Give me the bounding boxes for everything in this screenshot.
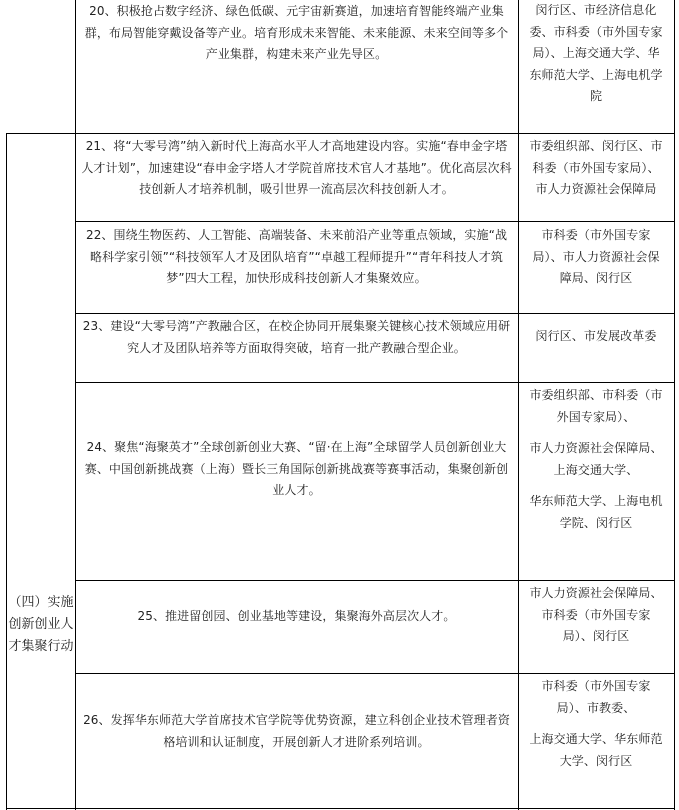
unit-gap [522,719,670,729]
table-right-border [674,0,675,810]
unit-line: 东师范大学、上海电机学 [529,67,663,82]
unit-line: 局）、市人力资源社会保 [532,249,660,264]
unit-line: 市委组织部、闵行区、市 [529,139,663,153]
item-text-25: 25、推进留创园、创业基地等建设，集聚海外高层次人才。 [137,609,456,623]
responsible-units-22 [522,225,670,311]
unit-line: 委、市科委（市外国专家 [529,24,663,39]
unit-line: 闵行区、市经济信息化 [535,3,657,17]
unit-gap [522,481,670,491]
responsible-units-24 [522,385,670,579]
category-label: （四）实施创新创业人才集聚行动 [8,595,74,654]
unit-line: 上海交通大学、华东师范 [529,732,663,746]
responsible-units-23 [522,326,670,366]
responsible-units-20 [522,0,670,130]
item-text-23: 23、建设“大零号湾”产教融合区，在校企协同开展集聚关键核心技术领域应用研究人才及团队培养等方面取得突破，培育一批产教融合型企业。 [82,319,511,355]
unit-line: 障局、闵行区 [559,271,633,285]
unit-line: 市科委（市外国专家 [541,228,651,242]
responsible-units-25 [522,583,670,671]
unit-gap [522,428,670,438]
unit-line: 华东师范大学、上海电机 [529,494,663,508]
units-column-divider [518,0,519,810]
unit-line: 市人力资源社会保障局 [535,182,657,196]
unit-line: 外国专家局）、 [556,409,636,424]
unit-line: 市委组织部、市科委（市 [529,388,663,402]
item-text-20: 20、积极抢占数字经济、绿色低碳、元宇宙新赛道，加速培育智能终端产业集群，布局智能穿戴设备等产业。培育形成未来智能、未来能源、未来空间等多个产业集群，构建未来产业先导区。 [84,4,509,61]
responsible-units-26 [522,676,670,806]
unit-line: 市科委（市外国专家 [541,607,651,622]
unit-line: 科委（市外国专家局）、 [532,160,660,175]
unit-line: 大学、闵行区 [559,753,633,768]
unit-line: 院 [589,89,603,103]
item-text-26: 26、发挥华东师范大学首席技术官学院等优势资源，建立科创企业技术管理者资格培训和认证制度，开展创新人才进阶系列培训。 [83,713,510,749]
item-text-24: 24、聚焦“海聚英才”全球创新创业大赛、“留·在上海”全球留学人员创新创业大赛、中国创新挑战赛（上海）暨长三角国际创新挑战赛等赛事活动，集聚创新创业人才。 [84,440,509,497]
category-column-divider [75,0,76,810]
item-text-22: 22、围绕生物医药、人工智能、高端装备、未来前沿产业等重点领域，实施“战略科学家引领”“科技领军人才及团队培育”“卓越工程师提升”“青年科技人才筑梦”四大工程，加快形成科技创新人才集聚效应。 [85,228,508,285]
row-divider [75,221,675,222]
unit-line: 市人力资源社会保障局、 [529,441,663,455]
table-left-border [6,133,7,810]
table-bottom-partial [6,808,675,809]
row-divider [75,673,675,674]
unit-line: 市人力资源社会保障局、 [529,586,663,600]
unit-line: 局）、上海交通大学、华 [532,46,660,60]
item-text-21: 21、将“大零号湾”纳入新时代上海高水平人才高地建设内容。实施“春申金字塔人才计划”，加速建设“春申金字塔人才学院首席技术官人才基地”。优化高层次科技创新人才培养机制，吸引世界一流高层次科技创新人才。 [81,139,512,196]
unit-line: 局）、市教委、 [556,700,636,715]
row-divider [75,382,675,383]
unit-line: 闵行区、市发展改革委 [535,329,657,343]
responsible-units-21 [522,136,670,220]
unit-line: 上海交通大学、 [553,462,639,477]
unit-line: 学院、闵行区 [559,515,633,530]
row-divider [75,313,675,314]
unit-line: 市科委（市外国专家 [541,679,651,693]
row-divider [75,580,675,581]
row-divider-full [6,133,675,134]
unit-line: 局）、闵行区 [562,629,630,643]
